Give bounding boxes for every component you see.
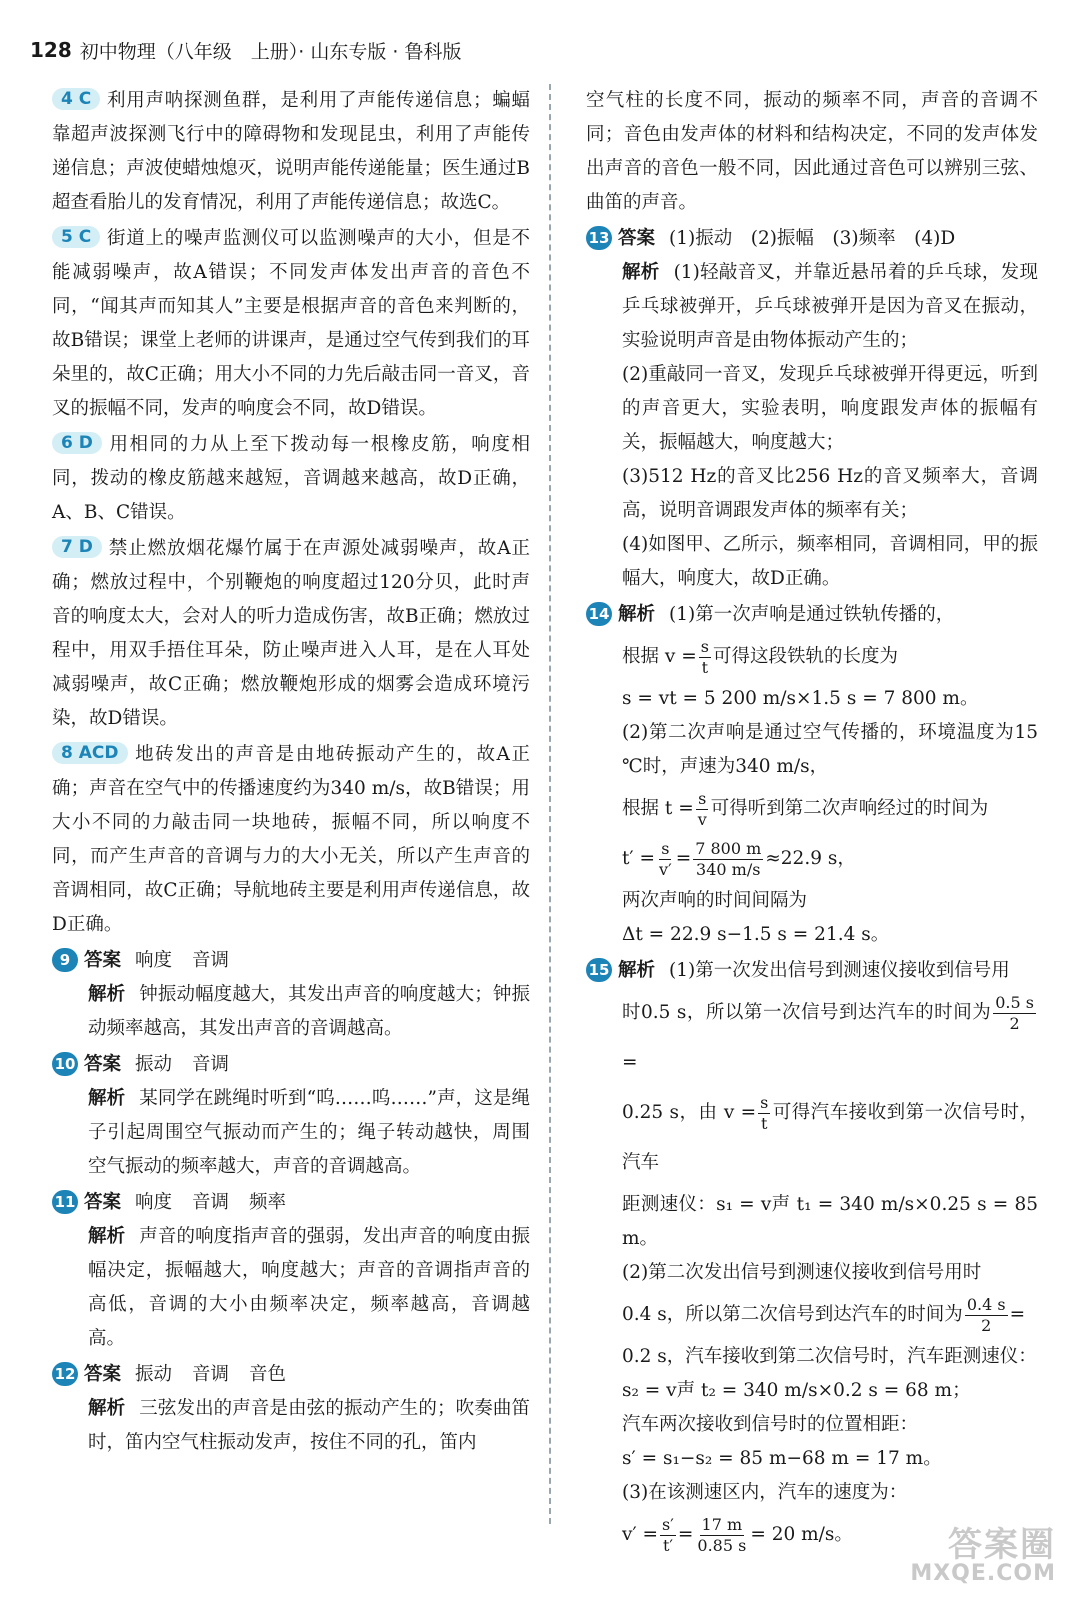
formula-text: 根据 v = — [622, 646, 697, 667]
formula-text: 时0.5 s，所以第一次信号到达汽车的时间为 — [622, 1002, 992, 1023]
question-number: 12 — [52, 1362, 78, 1386]
formula-text: v′ = — [622, 1524, 659, 1545]
analysis-text: (2)第二次声响是通过空气传播的，环境温度为15 ℃时，声速为340 m/s， — [622, 722, 1038, 777]
fraction — [657, 839, 674, 880]
fraction — [660, 1515, 676, 1556]
formula-text: 0.25 s，由 v = — [622, 1102, 757, 1123]
question-number: 11 — [52, 1190, 78, 1214]
fraction-numerator: s — [661, 838, 670, 858]
analysis-text: (2)第二次发出信号到测速仪接收到信号用时 — [622, 1262, 982, 1283]
answer-value: 响度 — [135, 950, 173, 971]
question-number: 10 — [52, 1052, 78, 1076]
answer-value: 音调 — [192, 1054, 230, 1075]
fraction — [696, 789, 709, 830]
analysis-label: 解析 — [88, 984, 126, 1005]
analysis-label: 解析 — [618, 960, 656, 981]
fraction-denominator: v — [697, 809, 707, 829]
question-15 — [586, 954, 1038, 1560]
column-divider — [549, 84, 551, 1524]
analysis-text: 空气柱的长度不同，振动的频率不同，声音的音调不同；音色由发声体的材料和结构决定，不同的发声体发出声音的音色一般不同，因此通过音色可以辨别三弦、曲笛的声音。 — [586, 90, 1038, 213]
question-6 — [52, 428, 530, 530]
analysis-text: (1)第一次声响是通过铁轨传播的， — [669, 604, 955, 625]
analysis-text: 汽车两次接收到信号时的位置相距： — [622, 1414, 919, 1435]
left-column — [52, 84, 530, 1462]
formula-text: = — [622, 1052, 638, 1073]
watermark-url: MXQE.COM — [910, 1561, 1056, 1586]
fraction — [965, 1295, 1008, 1336]
question-4 — [52, 84, 530, 220]
formula-text: 根据 t = — [622, 798, 694, 819]
book-title: 初中物理（八年级 上册）· 山东专版 · 鲁科版 — [79, 40, 462, 63]
fraction — [693, 839, 763, 880]
page-number: 128 — [30, 38, 72, 62]
formula-text: = — [677, 1524, 694, 1545]
fraction-denominator: 0.85 s — [697, 1535, 747, 1555]
question-number: 9 — [52, 948, 78, 972]
analysis-text: 钟振动幅度越大，其发出声音的响度越大；钟振动频率越高，其发出声音的音调越高。 — [88, 984, 530, 1039]
fraction-denominator: 2 — [1009, 1013, 1020, 1033]
analysis-label: 解析 — [88, 1088, 126, 1109]
question-text: 用相同的力从上至下拨动每一根橡皮筋，响度相同，拨动的橡皮筋越来越短，音调越来越高，故D正确，A、B、C错误。 — [52, 434, 530, 523]
analysis-text: 声音的响度指声音的强弱，发出声音的响度由振幅决定，振幅越大，响度越大；声音的音调指声音的高低，音调的大小由频率决定，频率越高，音调越高。 — [88, 1226, 530, 1349]
answer-value: (1)振动 (2)振幅 (3)频率 (4)D — [669, 228, 956, 249]
fraction-numerator: 7 800 m — [695, 838, 762, 858]
answer-value: 频率 — [249, 1192, 287, 1213]
question-11 — [52, 1186, 530, 1356]
formula-text: = 20 m/s。 — [750, 1524, 853, 1545]
question-number: 14 — [586, 602, 612, 626]
answer-value: 响度 — [135, 1192, 173, 1213]
answer-label: 答案 — [84, 1054, 122, 1075]
formula-text: 可得汽车接收到第一次信号时，汽车 — [622, 1102, 1038, 1173]
question-7 — [52, 532, 530, 736]
equation: Δt = 22.9 s−1.5 s = 21.4 s。 — [622, 924, 890, 945]
fraction-numerator: 0.4 s — [966, 1294, 1006, 1314]
fraction-denominator: t — [761, 1113, 768, 1133]
analysis-text: (3)512 Hz的音叉比256 Hz的音叉频率大，音调高，说明音调跟发声体的频率有关； — [622, 466, 1038, 521]
equation: s = vt = 5 200 m/s×1.5 s = 7 800 m。 — [622, 688, 979, 709]
answer-tag: 6 D — [52, 432, 102, 454]
formula-text: 可得听到第二次声响经过的时间为 — [710, 798, 989, 819]
fraction-numerator: s — [700, 636, 709, 656]
question-text: 地砖发出的声音是由地砖振动产生的，故A正确；声音在空气中的传播速度约为340 m/s，故B错误；用大小不同的力敲击同一块地砖，振幅不同，所以响度不同，而产生声音的音调与力的大小无关，所以产生声音的音调相同，故C正确；导航地砖主要是利用声传递信息，故D正确。 — [52, 744, 530, 935]
fraction-numerator: s — [760, 1092, 769, 1112]
question-13 — [586, 222, 1038, 596]
question-number: 15 — [586, 958, 612, 982]
page-header — [30, 30, 461, 70]
answer-tag: 5 C — [52, 226, 100, 248]
equation: s₂ = v声 t₂ = 340 m/s×0.2 s = 68 m； — [622, 1380, 971, 1401]
equation: 距测速仪：s₁ = v声 t₁ = 340 m/s×0.25 s = 85 m。 — [622, 1194, 1038, 1249]
fraction-numerator: 0.5 s — [995, 992, 1034, 1012]
analysis-text: (1)轻敲音叉，并靠近悬吊着的乒乓球，发现乒乓球被弹开，乒乓球被弹开是因为音叉在振动，实验说明声音是由物体振动产生的； — [622, 262, 1038, 351]
answer-value: 音调 — [192, 1192, 230, 1213]
answer-label: 答案 — [618, 228, 656, 249]
fraction-denominator: t′ — [662, 1535, 673, 1555]
analysis-text: 三弦发出的声音是由弦的振动产生的；吹奏曲笛时，笛内空气柱振动发声，按住不同的孔，笛内 — [88, 1398, 530, 1453]
fraction — [993, 993, 1036, 1034]
question-9 — [52, 944, 530, 1046]
question-5 — [52, 222, 530, 426]
answer-tag: 7 D — [52, 536, 102, 558]
watermark-text: 答案圈 — [948, 1525, 1056, 1565]
answer-value: 音调 — [192, 950, 230, 971]
question-10 — [52, 1048, 530, 1184]
answer-label: 答案 — [84, 1192, 122, 1213]
fraction-numerator: s′ — [662, 1514, 674, 1534]
question-text: 街道上的噪声监测仪可以监测噪声的大小，但是不能减弱噪声，故A错误；不同发声体发出声音的音色不同，“闻其声而知其人”主要是根据声音的音色来判断的，故B错误；课堂上老师的讲课声，是通过空气传到我们的耳朵里的，故C正确；用大小不同的力先后敲击同一音叉，音叉的振幅不同，发声的响度会不同，故D错误。 — [52, 228, 530, 419]
question-number: 13 — [586, 226, 612, 250]
analysis-text: 两次声响的时间间隔为 — [622, 890, 808, 911]
fraction-denominator: t — [701, 657, 709, 677]
analysis-text: 某同学在跳绳时听到“呜……呜……”声，这是绳子引起周围空气振动而产生的；绳子转动越快，周围空气振动的频率越大，声音的音调越高。 — [88, 1088, 530, 1177]
formula-text: = — [675, 848, 692, 869]
question-12 — [52, 1358, 530, 1460]
analysis-label: 解析 — [88, 1398, 126, 1419]
answer-value: 音色 — [249, 1364, 287, 1385]
equation: s′ = s₁−s₂ = 85 m−68 m = 17 m。 — [622, 1448, 942, 1469]
analysis-label: 解析 — [622, 262, 660, 283]
answer-value: 振动 — [135, 1364, 173, 1385]
formula-text: 可得这段铁轨的长度为 — [712, 646, 898, 667]
fraction-denominator: v′ — [659, 859, 672, 879]
fraction — [758, 1093, 770, 1134]
answer-value: 振动 — [135, 1054, 173, 1075]
question-14 — [586, 598, 1038, 952]
answer-tag: 4 C — [52, 88, 100, 110]
fraction — [699, 637, 711, 678]
answer-label: 答案 — [84, 1364, 122, 1385]
answer-value: 音调 — [192, 1364, 230, 1385]
formula-text: ≈22.9 s， — [765, 848, 856, 869]
formula-text: 0.4 s，所以第二次信号到达汽车的时间为 — [622, 1304, 963, 1325]
fraction-denominator: 340 m/s — [696, 859, 761, 879]
analysis-text: (1)第一次发出信号到测速仪接收到信号用 — [669, 960, 1010, 981]
fraction-numerator: s — [698, 788, 707, 808]
question-text: 禁止燃放烟花爆竹属于在声源处减弱噪声，故A正确；燃放过程中，个别鞭炮的响度超过120分贝，此时声音的响度太大，会对人的听力造成伤害，故B正确；燃放过程中，用双手捂住耳朵，防止噪声进入人耳，是在人耳处减弱噪声，故C正确；燃放鞭炮形成的烟雾会造成环境污染，故D错误。 — [52, 538, 530, 729]
analysis-text: (4)如图甲、乙所示，频率相同，音调相同，甲的振幅大，响度大，故D正确。 — [622, 534, 1038, 589]
right-column — [586, 84, 1038, 1562]
question-12-continued — [586, 84, 1038, 220]
formula-text: t′ = — [622, 848, 656, 869]
answer-tag: 8 ACD — [52, 742, 128, 764]
analysis-text: (3)在该测速区内，汽车的速度为： — [622, 1482, 908, 1503]
watermark-logo — [876, 1525, 1056, 1590]
answer-label: 答案 — [84, 950, 122, 971]
analysis-label: 解析 — [618, 604, 656, 625]
fraction-denominator: 2 — [981, 1315, 992, 1335]
analysis-text: 0.2 s，汽车接收到第二次信号时，汽车距测速仪： — [622, 1346, 1037, 1367]
question-8 — [52, 738, 530, 942]
analysis-label: 解析 — [88, 1226, 126, 1247]
fraction — [695, 1515, 748, 1556]
question-text: 利用声呐探测鱼群，是利用了声能传递信息；蝙蝠靠超声波探测飞行中的障碍物和发现昆虫，利用了声能传递信息；声波使蜡烛熄灭，说明声能传递能量；医生通过B超查看胎儿的发育情况，利用了声能传递信息；故选C。 — [52, 90, 530, 213]
analysis-text: (2)重敲同一音叉，发现乒乓球被弹开得更远，听到的声音更大，实验表明，响度跟发声体的振幅有关，振幅越大，响度越大； — [622, 364, 1038, 453]
formula-text: = — [1009, 1304, 1026, 1325]
fraction-numerator: 17 m — [701, 1514, 743, 1534]
